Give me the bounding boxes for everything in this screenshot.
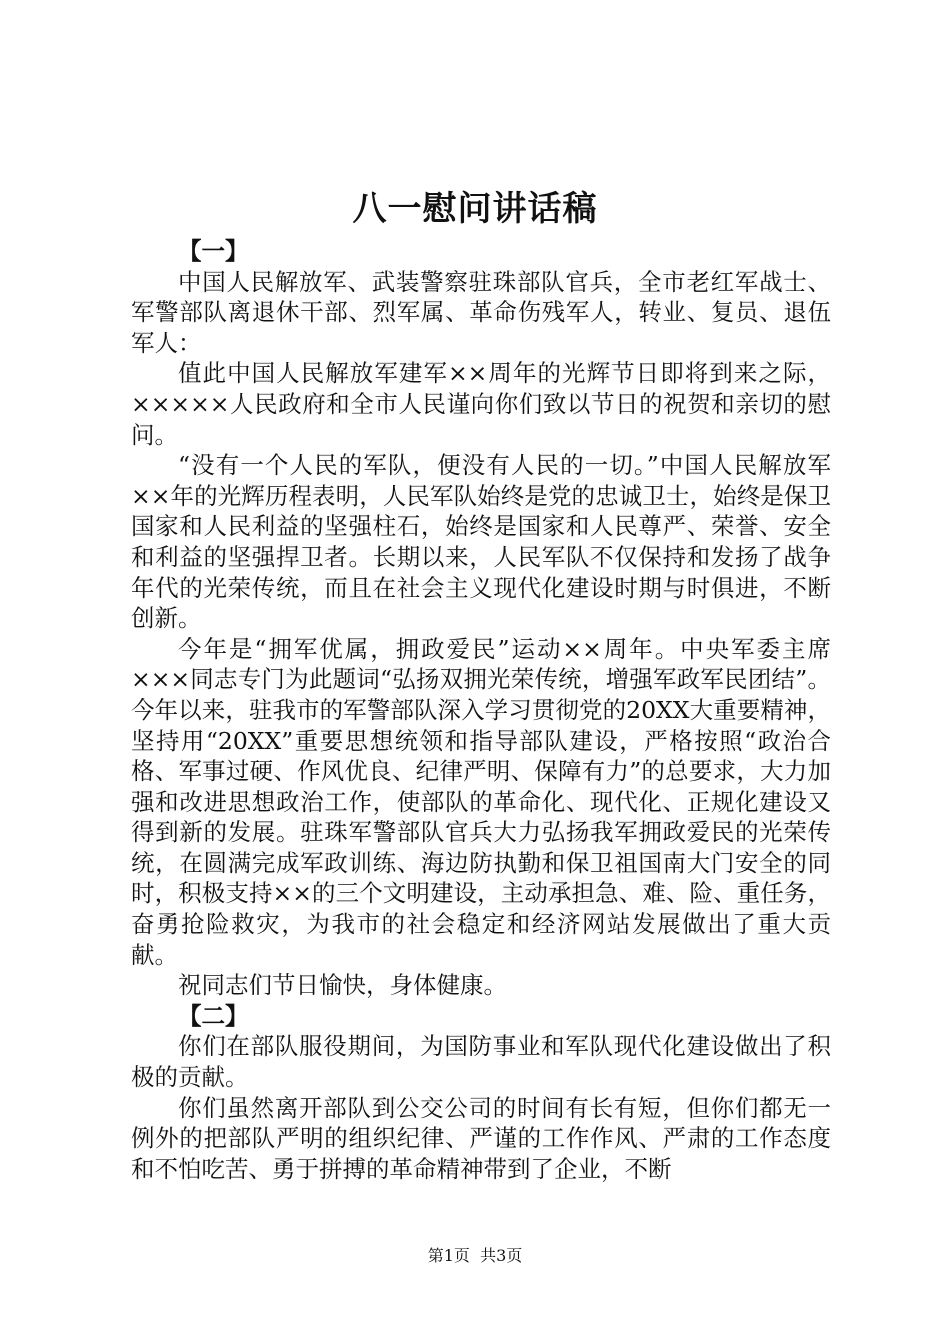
paragraph-greeting: 值此中国人民解放军建军××周年的光辉节日即将到来之际，×××××人民政府和全市人民谨向你们致以节日的祝贺和亲切的慰问。 (131, 359, 831, 449)
document-body (131, 236, 831, 1184)
paragraph-achievements: 今年是“拥军优属，拥政爱民”运动××周年。中央军委主席×××同志专门为此题词“弘扬双拥光荣传统，增强军政军民团结”。今年以来，驻我市的军警部队深入学习贯彻党的20XX大重要精神，坚持用“20XX”重要思想统领和指导部队建设，严格按照“政治合格、军事过硬、作风优良、纪律严明、保障有力”的总要求，大力加强和改进思想政治工作，使部队的革命化、现代化、正规化建设又得到新的发展。驻珠军警部队官兵大力弘扬我军拥政爱民的光荣传统，在圆满完成军政训练、海边防执勤和保卫祖国南大门安全的同时，积极支持××的三个文明建设，主动承担急、难、险、重任务，奋勇抢险救灾，为我市的社会稳定和经济网站发展做出了重大贡献。 (131, 634, 831, 969)
section-heading-2: 【二】 (178, 1001, 249, 1030)
paragraph-salutation: 中国人民解放军、武装警察驻珠部队官兵，全市老红军战士、军警部队离退休干部、烈军属、革命伤残军人，转业、复员、退伍军人： (131, 267, 831, 357)
document-title: 八一慰问讲话稿 (352, 189, 598, 229)
paragraph-service: 你们在部队服役期间，为国防事业和军队现代化建设做出了积极的贡献。 (131, 1032, 831, 1092)
page-footer: 第1页 共3页 (427, 1246, 523, 1265)
paragraph-history: “没有一个人民的军队，便没有人民的一切。”中国人民解放军××年的光辉历程表明，人民军队始终是党的忠诚卫士，始终是保卫国家和人民利益的坚强柱石，始终是国家和人民尊严、荣誉、安全和利益的坚强捍卫者。长期以来，人民军队不仅保持和发扬了战争年代的光荣传统，而且在社会主义现代化建设时期与时俱进，不断创新。 (131, 451, 831, 633)
paragraph-wishes: 祝同志们节日愉快，身体健康。 (178, 971, 507, 1000)
paragraph-company: 你们虽然离开部队到公交公司的时间有长有短，但你们都无一例外的把部队严明的组织纪律、严谨的工作作风、严肃的工作态度和不怕吃苦、勇于拼搏的革命精神带到了企业，不断 (131, 1093, 831, 1183)
section-heading-1: 【一】 (178, 237, 249, 265)
